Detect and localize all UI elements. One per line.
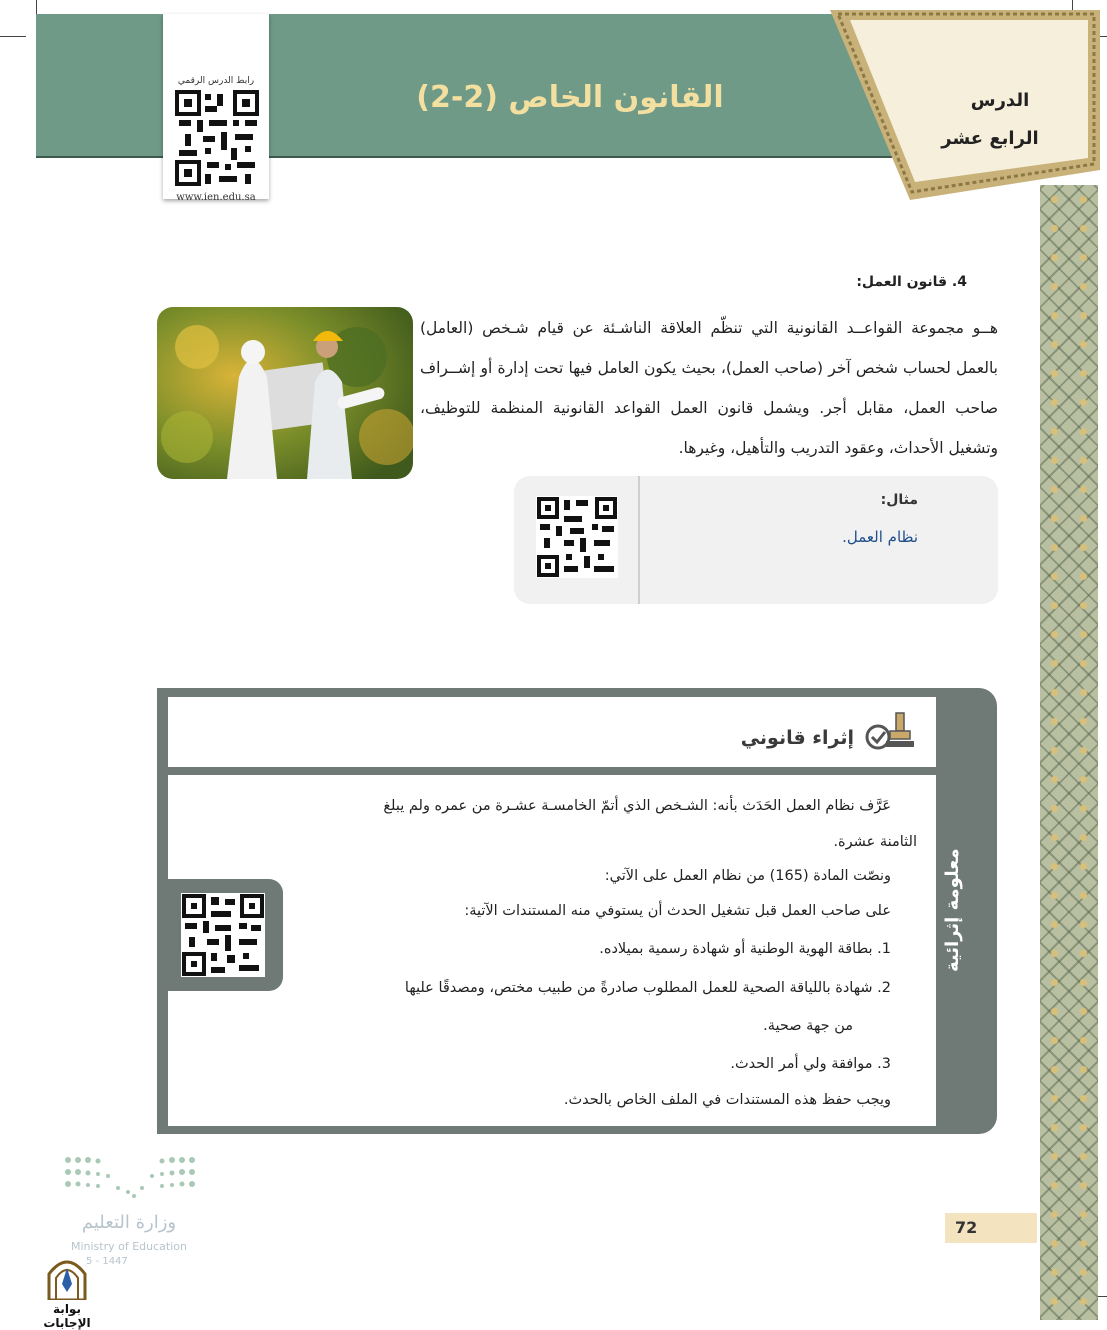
page-number-tab [945,1213,1037,1243]
qr-code-icon[interactable] [181,893,265,977]
crop-mark [0,36,26,37]
enrichment-line: 2. شهادة باللياقة الصحية للعمل المطلوب صادرةً من طبيب مختص، ومصدقًا عليها [404,980,891,996]
edition-year: 5 - 1447 [86,1256,128,1267]
enrichment-qr-tab [167,879,283,991]
lesson-label: الدرس [970,90,1030,111]
lesson-tag [830,10,1100,205]
ministry-dots-icon [62,1152,198,1200]
section-number: 4. [951,274,967,290]
enrichment-header [168,697,936,767]
example-box [514,476,998,604]
page-number: 72 [955,1218,978,1237]
arch-pen-icon [46,1256,88,1300]
enrichment-line: ونصّت المادة (165) من نظام العمل على الآتي: [604,868,891,884]
enrichment-side-label: معلومة إثرائية [942,848,963,972]
enrichment-line: 3. موافقة ولي أمر الحدث. [730,1056,891,1072]
ministry-name-en: Ministry of Education [70,1240,187,1253]
section-paragraph: هــو مجموعة القواعــد القانونية التي تنظّم العلاقة الناشـئة عن قيام شـخص (العامل) بالعمل لحساب شخص آخر (صاحب العمل)، بحيث يكون العامل فيها تحت إدارة أو إشــراف صاحب العمل، مقابل أجر. ويشمل قانون العمل القواعد القانونية المنظمة للتوظيف، وتشغيل الأحداث، وعقود التدريب والتأهيل، وغيرها. [420,319,998,457]
side-pattern [1040,185,1098,1320]
qr-code-icon[interactable] [536,496,618,578]
qr-code-icon[interactable] [175,90,259,186]
workers-photo [157,307,413,479]
section-heading [856,274,967,290]
enrichment-line: عَرَّف نظام العمل الحَدَث بأنه: الشـخص الذي أتمّ الخامسـة عشـرة من عمره ولم يبلغ [383,798,891,814]
watermark-text: بوابة الإجابات [43,1302,91,1330]
section-title: قانون العمل: [856,274,948,290]
example-label: مثال: [880,492,918,508]
qr-url[interactable]: www.ien.edu.sa [176,192,256,203]
page-title: القانون الخاص (2-2) [416,80,724,115]
enrichment-line: من جهة صحية. [763,1018,853,1034]
enrichment-line: الثامنة عشرة. [833,834,917,850]
enrichment-line: 1. بطاقة الهوية الوطنية أو شهادة رسمية بميلاده. [599,941,891,957]
example-divider [638,476,640,604]
digital-lesson-qr-card[interactable] [163,14,269,203]
watermark-logo [30,1256,104,1330]
ministry-logo [58,1152,200,1268]
ministry-name-ar: وزارة التعليم [81,1212,177,1233]
qr-caption: رابط الدرس الرقمي [177,76,255,86]
enrichment-line: على صاحب العمل قبل تشغيل الحدث أن يستوفي منه المستندات الآتية: [464,903,891,919]
stamp-check-icon [864,709,914,753]
enrichment-line: ويجب حفظ هذه المستندات في الملف الخاص بالحدث. [563,1092,891,1108]
example-value[interactable]: نظام العمل. [842,528,918,546]
lesson-ordinal: الرابع عشر [941,128,1039,149]
enrichment-title: إثراء قانوني [740,727,854,749]
